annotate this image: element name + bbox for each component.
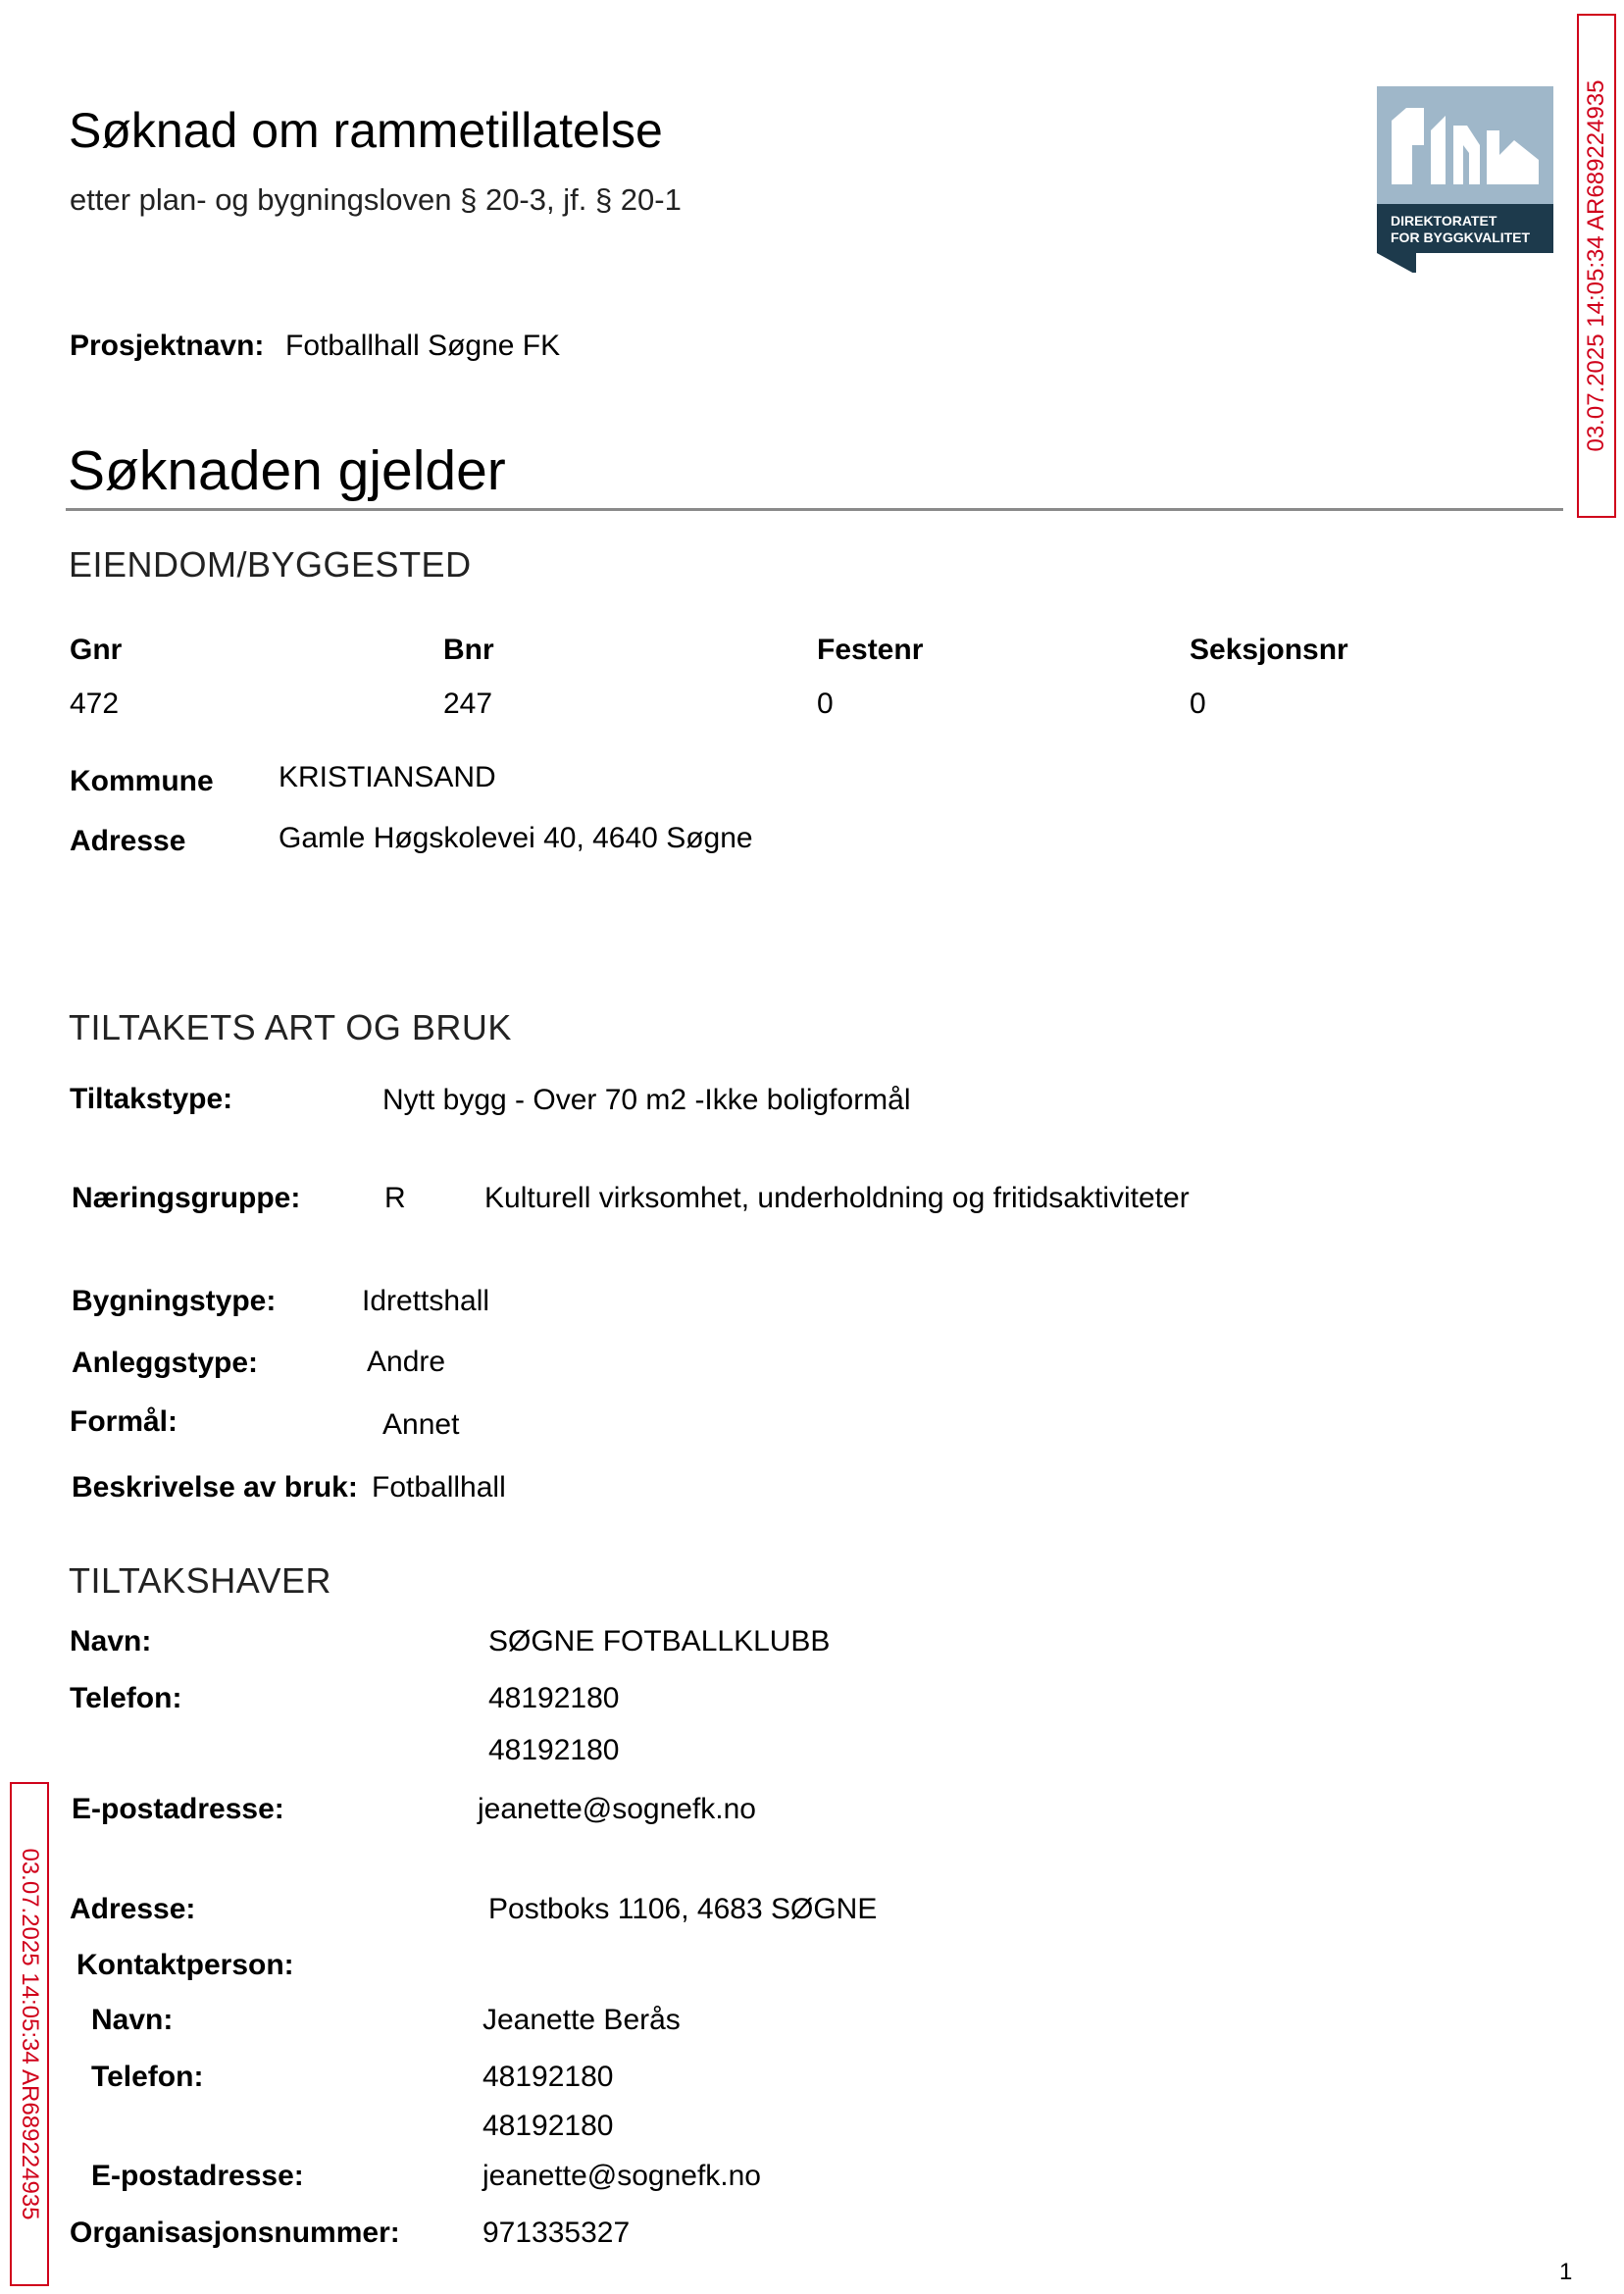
gnr-value: 472 [70, 688, 120, 720]
document-title: Søknad om rammetillatelse [69, 103, 663, 158]
bnr-value: 247 [443, 688, 493, 720]
navn-value: SØGNE FOTBALLKLUBB [488, 1625, 831, 1657]
tiltakshaver-heading: TILTAKSHAVER [69, 1560, 332, 1601]
seksjonsnr-value: 0 [1190, 688, 1206, 720]
anleggstype-label: Anleggstype: [72, 1347, 259, 1379]
beskrivelse-value: Fotballhall [372, 1471, 506, 1504]
logo-text-line2: FOR BYGGKVALITET [1391, 229, 1531, 245]
telefon-label: Telefon: [70, 1682, 182, 1714]
kommune-label: Kommune [70, 765, 214, 797]
kontaktperson-label: Kontaktperson: [76, 1949, 294, 1981]
stamp-text: 03.07.2025 14:05:34 AR689224935 [1583, 79, 1609, 452]
timestamp-stamp-side [10, 1782, 49, 2286]
naeringsgruppe-label: Næringsgruppe: [72, 1182, 301, 1214]
eiendom-heading: EIENDOM/BYGGESTED [69, 544, 472, 585]
timestamp-stamp-top [1577, 14, 1616, 518]
telefon-value-1: 48192180 [488, 1682, 620, 1714]
project-value: Fotballhall Søgne FK [285, 330, 561, 362]
section-divider [66, 508, 1563, 511]
document-subtitle: etter plan- og bygningsloven § 20-3, jf. § 20-1 [70, 182, 682, 217]
adresse-label: Adresse [70, 825, 186, 857]
navn-label: Navn: [70, 1625, 152, 1657]
page-number: 1 [1559, 2259, 1573, 2285]
gnr-label: Gnr [70, 634, 123, 666]
naeringsgruppe-code: R [384, 1182, 406, 1214]
formal-label: Formål: [70, 1405, 178, 1438]
epost-value: jeanette@sognefk.no [478, 1793, 756, 1825]
seksjonsnr-label: Seksjonsnr [1190, 634, 1348, 666]
kontaktperson-epost-label: E-postadresse: [91, 2160, 304, 2192]
anleggstype-value: Andre [367, 1346, 446, 1378]
kontaktperson-epost-value: jeanette@sognefk.no [482, 2160, 761, 2192]
festenr-label: Festenr [817, 634, 924, 666]
kontaktperson-telefon-value-2: 48192180 [482, 2110, 614, 2142]
tiltak-heading: TILTAKETS ART OG BRUK [69, 1007, 512, 1047]
festenr-value: 0 [817, 688, 834, 720]
section-title: Søknaden gjelder [68, 439, 506, 502]
organisasjonsnummer-label: Organisasjonsnummer: [70, 2217, 400, 2249]
kontaktperson-navn-value: Jeanette Berås [482, 2004, 681, 2036]
kontaktperson-navn-label: Navn: [91, 2004, 174, 2036]
stamp-text: 03.07.2025 14:05:34 AR689224935 [17, 1848, 43, 2220]
bygningstype-value: Idrettshall [362, 1285, 490, 1317]
naeringsgruppe-text: Kulturell virksomhet, underholdning og fritidsaktiviteter [484, 1182, 1190, 1214]
kommune-value: KRISTIANSAND [279, 761, 496, 793]
tiltakshaver-adresse-label: Adresse: [70, 1893, 196, 1925]
kontaktperson-telefon-label: Telefon: [91, 2061, 204, 2093]
telefon-value-2: 48192180 [488, 1734, 620, 1766]
epost-label: E-postadresse: [72, 1793, 284, 1825]
tiltakstype-value: Nytt bygg - Over 70 m2 -Ikke boligformål [382, 1084, 911, 1116]
bygningstype-label: Bygningstype: [72, 1285, 277, 1317]
kontaktperson-telefon-value-1: 48192180 [482, 2061, 614, 2093]
tiltakstype-label: Tiltakstype: [70, 1083, 233, 1115]
adresse-value: Gamle Høgskolevei 40, 4640 Søgne [279, 822, 753, 854]
organisasjonsnummer-value: 971335327 [482, 2217, 631, 2249]
logo-text-line1: DIREKTORATET [1391, 213, 1497, 229]
project-label: Prosjektnavn: [70, 330, 265, 362]
formal-value: Annet [382, 1408, 460, 1441]
bnr-label: Bnr [443, 634, 494, 666]
beskrivelse-label: Beskrivelse av bruk: [72, 1471, 358, 1504]
dibk-logo [1377, 86, 1553, 273]
tiltakshaver-adresse-value: Postboks 1106, 4683 SØGNE [488, 1893, 878, 1925]
